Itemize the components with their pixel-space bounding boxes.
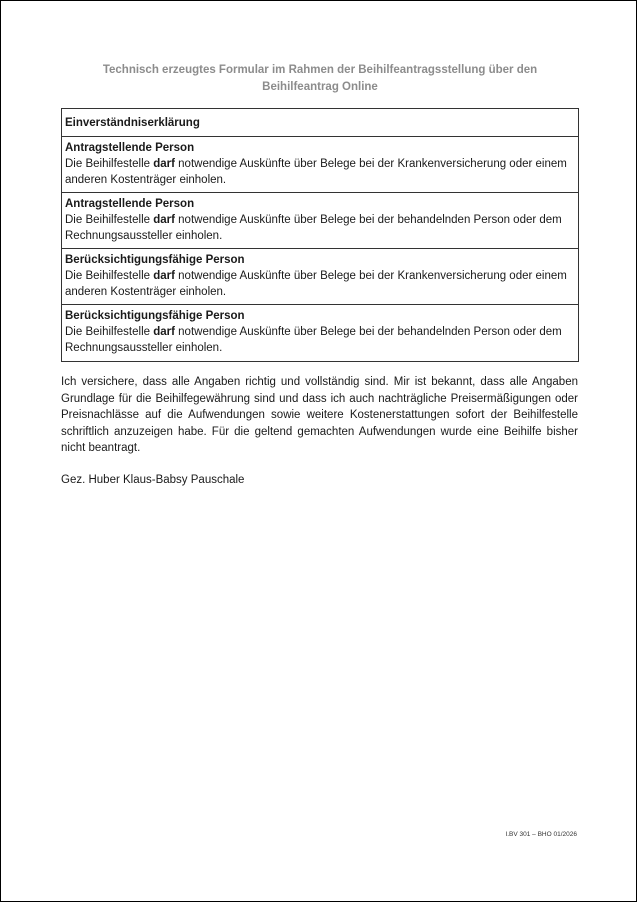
consent-text-start: Die Beihilfestelle: [65, 158, 154, 170]
consent-row-text: [65, 324, 575, 356]
consent-row-heading: Antragstellende Person: [65, 142, 195, 154]
consent-row-text: [65, 268, 575, 300]
consent-row-heading: Antragstellende Person: [65, 198, 195, 210]
consent-text-start: Die Beihilfestelle: [65, 326, 154, 338]
consent-table-title: Einverständniserklärung: [62, 109, 578, 137]
consent-text-end: notwendige Auskünfte über Belege bei der Krankenversicherung oder einem anderen Kostenträger einholen.: [65, 270, 567, 298]
consent-text-end: notwendige Auskünfte über Belege bei der behandelnden Person oder dem Rechnungsaussteller einholen.: [65, 326, 562, 354]
consent-text-start: Die Beihilfestelle: [65, 270, 154, 282]
consent-emphasis: darf: [153, 326, 175, 338]
header-line-2: Beihilfeantrag Online: [262, 81, 378, 93]
consent-row-text: [65, 156, 575, 188]
consent-row-heading: Berücksichtigungsfähige Person: [65, 254, 245, 266]
consent-emphasis: darf: [153, 270, 175, 282]
signature-line: Gez. Huber Klaus-Babsy Pauschale: [61, 474, 245, 486]
consent-table: [61, 108, 579, 362]
form-code: I.BV 301 – BHO 01/2026: [505, 831, 577, 838]
consent-row: [62, 193, 578, 249]
consent-text-end: notwendige Auskünfte über Belege bei der behandelnden Person oder dem Rechnungsaussteller einholen.: [65, 214, 562, 242]
consent-text-end: notwendige Auskünfte über Belege bei der Krankenversicherung oder einem anderen Kostenträger einholen.: [65, 158, 567, 186]
header-line-1: Technisch erzeugtes Formular im Rahmen der Beihilfeantragsstellung über den: [102, 64, 538, 76]
consent-row: [62, 305, 578, 361]
document-header: [61, 62, 579, 96]
consent-row-heading: Berücksichtigungsfähige Person: [65, 310, 245, 322]
consent-emphasis: darf: [153, 214, 175, 226]
declaration-paragraph: Ich versichere, dass alle Angaben richtig und vollständig sind. Mir ist bekannt, dass alle Angaben Grundlage für die Beihilfegewährung sind und dass ich auch nachträgliche Preisermäßigungen oder Preisnachlässe auf die Aufwendungen sowie weitere Kostenerstattungen sofort der Beihilfestelle schriftlich anzuzeigen habe. Für die geltend gemachten Aufwendungen wurde eine Beihilfe bisher nicht beantragt.: [61, 376, 578, 454]
consent-text-start: Die Beihilfestelle: [65, 214, 154, 226]
consent-row: [62, 249, 578, 305]
consent-emphasis: darf: [153, 158, 175, 170]
consent-row-text: [65, 212, 575, 244]
consent-row: [62, 137, 578, 193]
